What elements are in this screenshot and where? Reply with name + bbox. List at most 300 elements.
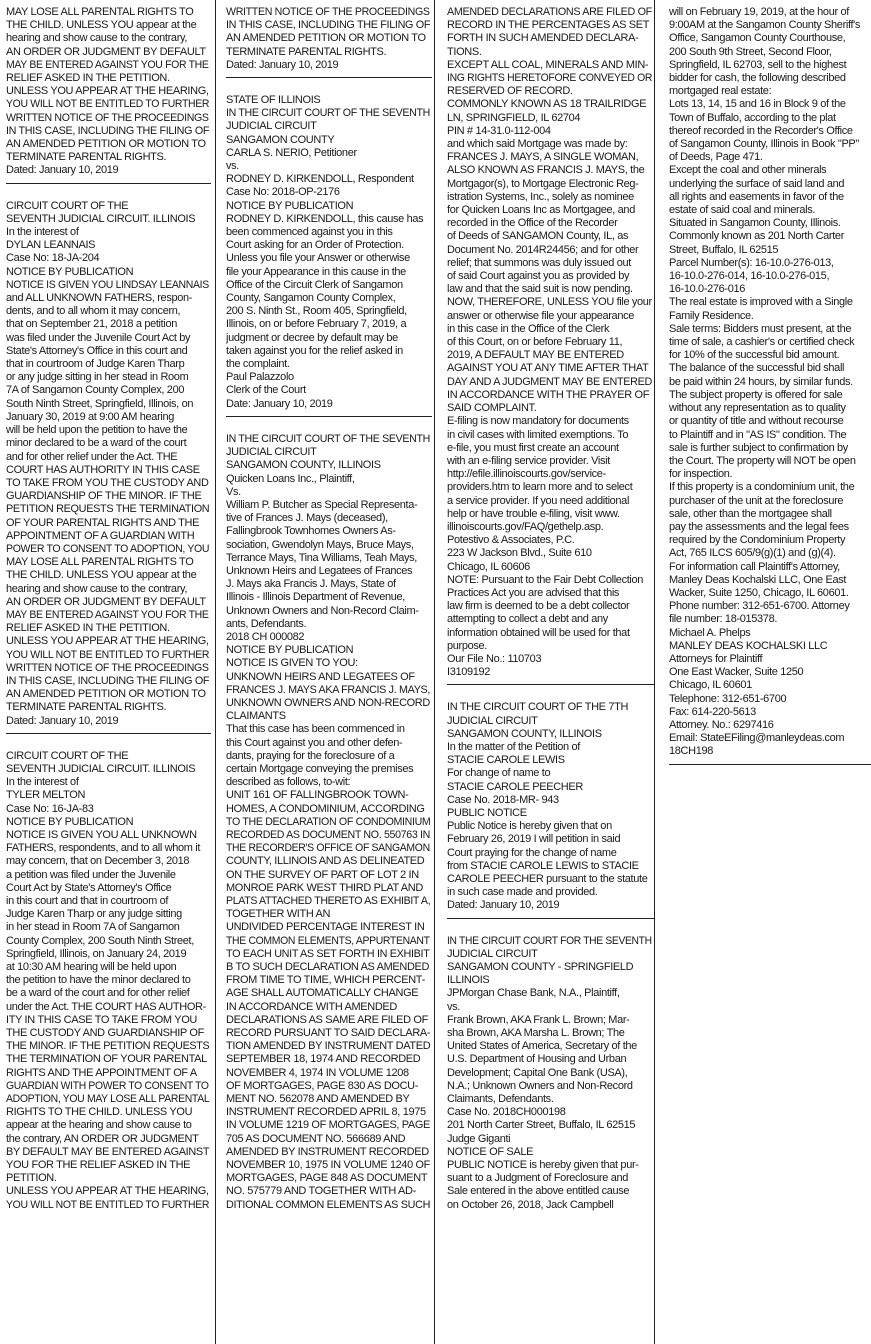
notice-text-line: recorded in the Office of the Recorder <box>447 217 618 230</box>
notice-text-line: illinoiscourts.gov/FAQ/gethelp.asp. <box>447 520 604 533</box>
notice-text-line: Practices Act you are advised that this <box>447 586 620 599</box>
notice-text-line: judgment or decree by default may be <box>226 331 398 344</box>
notice-text-line: FATHERS, respondents, and to all whom it <box>6 842 201 855</box>
notice-text-line: ING RIGHTS HERETOFORE CONVEYED OR <box>447 72 653 85</box>
notice-text-line: STATE OF ILLINOIS <box>226 94 321 107</box>
notice-text-line: and for other relief under the Act. THE <box>6 450 178 463</box>
notice-text-line: NOW, THEREFORE, UNLESS YOU file your <box>447 296 652 309</box>
notice-text-line: AMENDED BY INSTRUMENT RECORDED <box>226 1145 429 1158</box>
notice-text-line: One East Wacker, Suite 1250 <box>669 666 804 679</box>
notice-text-line: certain Mortgage conveying the premises <box>226 762 414 775</box>
notice-text-line: RELIEF ASKED IN THE PETITION. <box>6 622 170 635</box>
notice-text-line: RECORD IN THE PERCENTAGES AS SET <box>447 19 650 32</box>
notice-text-line: Claimants, Defendants. <box>447 1093 554 1106</box>
notice-text-line: was filed under the Juvenile Court Act by <box>6 331 191 344</box>
notice-text-line: IN THE CIRCUIT COURT OF THE SEVENTH <box>226 432 431 445</box>
notice-text-line: Email: StateEFiling@manleydeas.com <box>669 732 845 745</box>
notice-text-line: FORTH IN SUCH AMENDED DECLARA- <box>447 32 639 45</box>
notice-text-line: that on September 21, 2018 a petition <box>6 318 177 331</box>
notice-text-line: a petition was filed under the Juvenile <box>6 868 176 881</box>
notice-text-line: 16-10.0-276-016 <box>669 283 746 296</box>
notice-text-line: will on February 19, 2019, at the hour of <box>669 6 849 18</box>
notice-text-line: Springfield, IL 62703, sell to the highest <box>669 58 847 71</box>
notice-text-line: RIGHTS AND THE APPOINTMENT OF A <box>6 1066 197 1079</box>
notice-text-line: CLAIMANTS <box>226 710 286 723</box>
notice-separator-rule <box>669 764 871 765</box>
notice-text-line: COUNTY, ILLINOIS AND AS DELINEATED <box>226 855 425 868</box>
notice-text-line: N.A.; Unknown Owners and Non-Record <box>447 1079 633 1092</box>
notice-text-line: file number: 18-015378. <box>669 613 778 626</box>
notice-text-line: WRITTEN NOTICE OF THE PROCEEDINGS <box>226 6 430 18</box>
legal-notice <box>6 750 211 1212</box>
notice-text-line: hearing and show cause to the contrary, <box>6 582 188 595</box>
notice-text-line: PUBLIC NOTICE <box>447 806 527 819</box>
notice-text-line: PETITION. <box>6 1172 57 1185</box>
notice-text-line: 2019, A DEFAULT MAY BE ENTERED <box>447 349 624 362</box>
notice-text-line: TION AMENDED BY INSTRUMENT DATED <box>226 1040 431 1053</box>
notice-text-line: SANGAMON COUNTY, ILLINOIS <box>226 459 381 472</box>
notice-text-line: information obtained will be used for that <box>447 626 630 639</box>
notice-text-line: the complaint. <box>226 358 290 371</box>
legal-notice <box>226 433 432 1212</box>
notice-text-line: in this case in the Office of the Clerk <box>447 322 610 335</box>
notice-text-line: RESERVED OF RECORD. <box>447 85 573 98</box>
notice-text-line: Phone number: 312-651-6700. Attorney <box>669 600 850 613</box>
notice-text-line: RELIEF ASKED IN THE PETITION. <box>6 72 170 85</box>
notice-text-line: NOTICE OF SALE <box>447 1145 534 1158</box>
notice-text-line: THE CHILD. UNLESS YOU appear at the <box>6 19 197 32</box>
notice-text-line: law and that the said suit is now pending. <box>447 283 633 296</box>
notice-text-line: SANGAMON COUNTY, ILLINOIS <box>447 727 602 740</box>
notice-text-line: for Quicken Loans Inc as Mortgagee, and <box>447 204 635 217</box>
notice-text-line: Court Act by State's Attorney's Office <box>6 881 172 894</box>
notice-text-line: U.S. Department of Housing and Urban <box>447 1053 627 1066</box>
notice-text-line: IN ACCORDANCE WITH THE PRAYER OF <box>447 388 650 401</box>
notice-text-line: SEVENTH JUDICIAL CIRCUIT. ILLINOIS <box>6 212 196 225</box>
notice-text-line: Unknown Heirs and Legatees of Frances <box>226 564 413 577</box>
notice-text-line: Attorney. No.: 6297416 <box>669 718 774 731</box>
notice-text-line: MANLEY DEAS KOCHALSKI LLC <box>669 639 828 652</box>
notice-text-line: J. Mays aka Francis J. Mays, State of <box>226 578 396 591</box>
notice-text-line: sociation, Gwendolyn Mays, Bruce Mays, <box>226 538 414 551</box>
notice-text-line: Fax: 614-220-5613 <box>669 705 756 718</box>
notice-text-line: DECLARATIONS AS SAME ARE FILED OF <box>226 1013 428 1026</box>
notice-text-line: THE CUSTODY AND GUARDIANSHIP OF <box>6 1027 204 1040</box>
notice-text-line: e-file, you must first create an account <box>447 441 619 454</box>
notice-text-line: Public Notice is hereby given that on <box>447 820 612 833</box>
notice-text-line: purchaser of the unit at the foreclosure <box>669 494 844 507</box>
notice-text-line: 200 South 9th Street, Second Floor, <box>669 45 832 58</box>
notice-text-line: ON THE SURVEY OF PART OF LOT 2 IN <box>226 868 419 881</box>
notice-text-line: The real estate is improved with a Single <box>669 296 853 309</box>
notice-text-line: WRITTEN NOTICE OF THE PROCEEDINGS <box>6 661 209 674</box>
notice-text-line: tive of Frances J. Mays (deceased), <box>226 512 388 525</box>
notice-text-line: LN, SPRINGFIELD, IL 62704 <box>447 111 581 124</box>
notice-text-line: NOTICE BY PUBLICATION <box>226 199 354 212</box>
notice-text-line: under the Act. THE COURT HAS AUTHOR- <box>6 1000 206 1013</box>
notice-text-line: TERMINATE PARENTAL RIGHTS. <box>226 45 387 58</box>
notice-text-line: Office, Sangamon County Courthouse, <box>669 32 846 45</box>
notice-text-line: JUDICIAL CIRCUIT <box>226 120 317 133</box>
legal-notice <box>6 200 211 728</box>
notice-text-line: RECORD PURSUANT TO SAID DECLARA- <box>226 1027 431 1040</box>
notice-text-line: FRANCES J. MAYS, A SINGLE WOMAN, <box>447 151 639 164</box>
notice-text-line: IN ACCORDANCE WITH AMENDED <box>226 1000 398 1013</box>
notice-text-line: Telephone: 312-651-6700 <box>669 692 787 705</box>
notice-text-line: istration Systems, Inc., solely as nominee <box>447 190 634 203</box>
notice-text-line: For change of name to <box>447 767 551 780</box>
notice-text-line: FROM TIME TO TIME, WHICH PERCENT- <box>226 974 425 987</box>
notice-text-line: JUDICIAL CIRCUIT <box>447 714 538 727</box>
notice-text-line: BY DEFAULT MAY BE ENTERED AGAINST <box>6 1145 210 1158</box>
notice-text-line: County Complex, 200 South Ninth Street, <box>6 934 194 947</box>
notice-text-line: AGE SHALL AUTOMATICALLY CHANGE <box>226 987 419 1000</box>
notice-text-line: NOTICE IS GIVEN YOU ALL UNKNOWN <box>6 828 197 841</box>
notice-text-line: AN AMENDED PETITION OR MOTION TO <box>226 32 426 45</box>
notice-text-line: of said Court against you as provided by <box>447 270 630 283</box>
column-divider-rule <box>654 0 655 1344</box>
notice-text-line: minor declared to be a ward of the court <box>6 437 187 450</box>
notice-text-line: NOTICE BY PUBLICATION <box>6 265 134 278</box>
notice-text-line: Michael A. Phelps <box>669 626 751 639</box>
notice-text-line: Development; Capital One Bank (USA), <box>447 1066 628 1079</box>
notice-text-line: file your Appearance in this cause in the <box>226 265 406 278</box>
notice-text-line: Judge Karen Tharp or any judge sitting <box>6 908 182 921</box>
notice-text-line: Clerk of the Court <box>226 384 306 397</box>
notice-text-line: ILLINOIS <box>447 974 490 987</box>
notice-text-line: JPMorgan Chase Bank, N.A., Plaintiff, <box>447 987 620 1000</box>
notice-text-line: THE RECORDER'S OFFICE OF SANGAMON <box>226 842 430 855</box>
notice-text-line: Frank Brown, AKA Frank L. Brown; Mar- <box>447 1013 630 1026</box>
notice-text-line: RODNEY D. KIRKENDOLL, Respondent <box>226 173 414 186</box>
notice-text-line: Dated: January 10, 2019 <box>6 164 119 177</box>
notice-text-line: PETITION REQUESTS THE TERMINATION <box>6 503 210 516</box>
notice-text-line: IN THE CIRCUIT COURT FOR THE SEVENTH <box>447 934 652 947</box>
notice-text-line: NOTICE BY PUBLICATION <box>6 815 134 828</box>
notice-text-line: Lots 13, 14, 15 and 16 in Block 9 of the <box>669 98 846 111</box>
notice-text-line: IN THIS CASE, INCLUDING THE FILING OF <box>6 124 210 137</box>
notice-text-line: AN AMENDED PETITION OR MOTION TO <box>6 688 206 701</box>
legal-notice <box>447 701 654 912</box>
notice-text-line: relief; that summons was duly issued out <box>447 256 631 269</box>
notice-text-line: UNLESS YOU APPEAR AT THE HEARING, <box>6 1185 209 1198</box>
notice-text-line: AGAINST YOU AT ANY TIME AFTER THAT <box>447 362 649 375</box>
notice-separator-rule <box>6 733 211 734</box>
notice-text-line: INSTRUMENT RECORDED APRIL 8, 1975 <box>226 1106 426 1119</box>
notice-text-line: all rights and easements in favor of the <box>669 190 844 203</box>
notice-text-line: ants, Defendants. <box>226 617 307 630</box>
notice-text-line: In the interest of <box>6 776 79 789</box>
notice-text-line: sale, other than the mortgagee shall <box>669 507 832 520</box>
notice-text-line: THE CHILD. UNLESS YOU appear at the <box>6 569 197 582</box>
notice-text-line: NOVEMBER 10, 1975 IN VOLUME 1240 OF <box>226 1159 430 1172</box>
notice-text-line: may concern, that on December 3, 2018 <box>6 855 190 868</box>
notice-text-line: Illinois - Illinois Department of Revenue, <box>226 591 405 604</box>
notice-text-line: Act, 765 ILCS 605/9(g)(1) and (g)(4). <box>669 547 836 560</box>
notice-text-line: be paid within 24 hours, by similar funds. <box>669 375 853 388</box>
notice-text-line: RODNEY D. KIRKENDOLL, this cause has <box>226 212 424 225</box>
notice-text-line: Unless you file your Answer or otherwise <box>226 252 410 265</box>
notice-text-line: February 26, 2019 I will petition in said <box>447 833 621 846</box>
notice-text-line: OF MORTGAGES, PAGE 830 AS DOCU- <box>226 1079 419 1092</box>
notice-text-line: E-filing is now mandatory for documents <box>447 415 629 428</box>
notice-text-line: THE MINOR. IF THE PETITION REQUESTS <box>6 1040 210 1053</box>
notice-text-line: IN THIS CASE, INCLUDING THE FILING OF <box>6 674 210 687</box>
notice-text-line: SANGAMON COUNTY <box>226 133 335 146</box>
notice-text-line: time of sale, a cashier's or certified check <box>669 336 855 349</box>
notice-text-line: Unknown Owners and Non-Record Claim- <box>226 604 419 617</box>
notice-text-line: Chicago, IL 60606 <box>447 560 530 573</box>
column-divider-rule <box>215 0 216 1344</box>
notice-text-line: in this court and that in courtroom of <box>6 895 169 907</box>
notice-text-line: MONROE PARK WEST THIRD PLAT AND <box>226 881 423 894</box>
notice-text-line: Judge Giganti <box>447 1132 511 1145</box>
notice-separator-rule <box>226 77 432 78</box>
notice-text-line: mortgaged real estate: <box>669 85 772 98</box>
notice-text-line: YOU WILL NOT BE ENTITLED TO FURTHER <box>6 1198 210 1211</box>
notice-text-line: Office of the Circuit Clerk of Sangamon <box>226 278 403 291</box>
notice-text-line: Vs. <box>226 485 241 498</box>
notice-text-line: B TO SUCH DECLARATION AS AMENDED <box>226 961 430 974</box>
notice-text-line: thereof recorded in the Recorder's Office <box>669 124 853 137</box>
notice-text-line: HOMES, A CONDOMINIUM, ACCORDING <box>226 802 425 815</box>
notice-text-line: That this case has been commenced in <box>226 723 405 736</box>
notice-text-line: that in courtroom of Judge Karen Tharp <box>6 358 185 371</box>
notice-text-line: hearing and show cause to the contrary, <box>6 32 188 45</box>
notice-text-line: Date: January 10, 2019 <box>226 397 333 410</box>
notice-text-line: AMENDED DECLARATIONS ARE FILED OF <box>447 6 652 18</box>
notice-text-line: of this Court, on or before February 11, <box>447 336 623 349</box>
notice-text-line: COMMONLY KNOWN AS 18 TRAILRIDGE <box>447 98 647 111</box>
legal-notices-column <box>447 6 654 1344</box>
notice-text-line: or quantity of title and without recourse <box>669 415 844 428</box>
notice-text-line: THE TERMINATION OF YOUR PARENTAL <box>6 1053 207 1066</box>
notice-text-line: Sale entered in the above entitled cause <box>447 1185 630 1198</box>
notice-text-line: dants, praying for the foreclosure of a <box>226 749 395 762</box>
notice-text-line: STACIE CAROLE PEECHER <box>447 780 583 793</box>
notice-text-line: United States of America, Secretary of the <box>447 1040 637 1053</box>
notice-text-line: Wacker, Suite 1250, Chicago, IL 60601. <box>669 586 849 599</box>
notice-text-line: sale is further subject to confirmation by <box>669 441 848 454</box>
notice-text-line: Our File No.: 110703 <box>447 652 542 665</box>
notice-text-line: YOU WILL NOT BE ENTITLED TO FURTHER <box>6 98 210 111</box>
notice-text-line: Case No: 2018-OP-2176 <box>226 186 340 199</box>
notice-text-line: SEVENTH JUDICIAL CIRCUIT. ILLINOIS <box>6 762 196 775</box>
legal-notices-column <box>6 6 211 1344</box>
notice-text-line: TYLER MELTON <box>6 789 86 802</box>
notice-text-line: AN ORDER OR JUDGMENT BY DEFAULT <box>6 595 206 608</box>
notice-text-line: described as follows, to-wit: <box>226 776 351 789</box>
notice-text-line: at 10:30 AM hearing will be held upon <box>6 961 177 974</box>
notice-text-line: Street, Buffalo, IL 62515 <box>669 243 779 256</box>
notice-text-line: UNKNOWN HEIRS AND LEGATEES OF <box>226 670 415 683</box>
notice-text-line: DITIONAL COMMON ELEMENTS AS SUCH <box>226 1198 431 1211</box>
notice-text-line: Mortgagor(s), to Mortgage Electronic Reg- <box>447 177 639 190</box>
notice-text-line: OF YOUR PARENTAL RIGHTS AND THE <box>6 516 200 529</box>
notice-text-line: TERMINATE PARENTAL RIGHTS. <box>6 701 167 714</box>
notice-text-line: IN VOLUME 1219 OF MORTGAGES, PAGE <box>226 1119 430 1132</box>
notice-text-line: Court asking for an Order of Protection. <box>226 239 404 252</box>
notice-separator-rule <box>447 918 654 919</box>
notice-text-line: Fallingbrook Townhomes Owners As- <box>226 525 396 538</box>
notice-text-line: vs. <box>447 1000 461 1013</box>
legal-notice <box>226 6 432 72</box>
notice-text-line: Parcel Number(s): 16-10.0-276-013, <box>669 256 834 269</box>
notice-text-line: in her stead in Room 7A of Sangamon <box>6 921 180 934</box>
notice-text-line: In the interest of <box>6 226 79 239</box>
notice-text-line: in civil cases with limited exemptions. To <box>447 428 629 441</box>
notice-text-line: be a ward of the court and for other relief <box>6 987 190 1000</box>
notice-text-line: taken against you for the relief asked in <box>226 344 403 357</box>
notice-text-line: January 30, 2019 at 9:00 AM hearing <box>6 410 175 423</box>
notice-text-line: bidder for cash, the following described <box>669 72 846 85</box>
notice-text-line: NO. 575779 AND TOGETHER WITH AD- <box>226 1185 416 1198</box>
legal-notice <box>669 6 871 759</box>
notice-text-line: or any judge sitting in her stead in Room <box>6 371 189 384</box>
notice-text-line: Dated: January 10, 2019 <box>6 714 119 727</box>
legal-notices-column <box>226 6 432 1344</box>
notice-text-line: the contrary, AN ORDER OR JUDGMENT <box>6 1132 199 1145</box>
notice-text-line: Manley Deas Kochalski LLC, One East <box>669 573 847 586</box>
notice-text-line: FRANCES J. MAYS AKA FRANCIS J. MAYS, <box>226 683 431 696</box>
notice-text-line: For information call Plaintiff's Attorney, <box>669 560 840 573</box>
notice-text-line: SEPTEMBER 18, 1974 AND RECORDED <box>226 1053 421 1066</box>
notice-text-line: Dated: January 10, 2019 <box>226 58 339 71</box>
notice-text-line: CAROLE PEECHER pursuant to the statute <box>447 873 648 885</box>
notice-text-line: 7A of Sangamon County Complex, 200 <box>6 384 185 397</box>
notice-text-line: Case No: 16-JA-83 <box>6 802 94 815</box>
notice-text-line: YOU FOR THE RELIEF ASKED IN THE <box>6 1159 191 1172</box>
notice-text-line: The subject property is offered for sale <box>669 388 843 401</box>
notice-text-line: AN ORDER OR JUDGMENT BY DEFAULT <box>6 45 206 58</box>
notice-text-line: EXCEPT ALL COAL, MINERALS AND MIN- <box>447 58 649 71</box>
notice-text-line: CIRCUIT COURT OF THE <box>6 199 129 212</box>
notice-text-line: PLATS ATTACHED THERETO AS EXHIBIT A, <box>226 895 431 907</box>
notice-text-line: CIRCUIT COURT OF THE <box>6 749 129 762</box>
notice-text-line: help or have trouble e-filing, visit www. <box>447 507 620 520</box>
legal-notice <box>6 6 211 178</box>
notice-text-line: Dated: January 10, 2019 <box>447 899 560 912</box>
notice-text-line: the petition to have the minor declared to <box>6 974 191 987</box>
notice-text-line: Chicago, IL 60601 <box>669 679 752 692</box>
column-divider-rule <box>434 0 435 1344</box>
notice-text-line: Quicken Loans Inc., Plaintiff, <box>226 472 355 485</box>
notice-text-line: TERMINATE PARENTAL RIGHTS. <box>6 151 167 164</box>
notice-text-line: appear at the hearing and show cause to <box>6 1119 192 1132</box>
notice-text-line: Sale terms: Bidders must present, at the <box>669 322 852 335</box>
notice-text-line: 9:00AM at the Sangamon County Sheriff's <box>669 19 861 32</box>
notice-text-line: attempting to collect a debt and any <box>447 613 608 626</box>
notice-text-line: 223 W Jackson Blvd., Suite 610 <box>447 547 592 560</box>
notice-text-line: Situated in Sangamon County, Illinois. <box>669 217 841 230</box>
notice-text-line: will be held upon the petition to have the <box>6 424 188 437</box>
notice-text-line: sha Brown, AKA Marsha L. Brown; The <box>447 1027 625 1040</box>
notice-text-line: GUARDIANSHIP OF THE MINOR. IF THE <box>6 490 202 503</box>
notice-text-line: dents, and to all whom it may concern, <box>6 305 181 318</box>
notice-text-line: DAY AND A JUDGMENT MAY BE ENTERED <box>447 375 652 388</box>
notice-text-line: vs. <box>226 160 240 173</box>
notice-text-line: MAY LOSE ALL PARENTAL RIGHTS TO <box>6 556 194 569</box>
notice-text-line: MAY BE ENTERED AGAINST YOU FOR THE <box>6 608 209 621</box>
notice-text-line: STACIE CAROLE LEWIS <box>447 754 565 767</box>
notice-text-line: and which said Mortgage was made by: <box>447 138 628 151</box>
notice-text-line: AN AMENDED PETITION OR MOTION TO <box>6 138 206 151</box>
notice-text-line: UNKNOWN OWNERS AND NON-RECORD <box>226 696 430 709</box>
notice-text-line: Court praying for the change of name <box>447 846 617 859</box>
notice-text-line: underlying the surface of said land and <box>669 177 845 190</box>
notice-text-line: Commonly known as 201 North Carter <box>669 230 845 243</box>
notice-text-line: NOTICE IS GIVEN TO YOU: <box>226 657 358 670</box>
notice-text-line: The balance of the successful bid shall <box>669 362 845 375</box>
notice-text-line: YOU WILL NOT BE ENTITLED TO FURTHER <box>6 648 210 661</box>
notice-text-line: PUBLIC NOTICE is hereby given that pur- <box>447 1159 639 1172</box>
notice-text-line: MENT NO. 562078 AND AMENDED BY <box>226 1093 410 1106</box>
legal-notices-column <box>669 6 871 1344</box>
notice-text-line: of Sangamon County, Illinois in Book "PP" <box>669 138 859 151</box>
notice-text-line: from STACIE CAROLE LEWIS to STACIE <box>447 859 639 872</box>
notice-text-line: suant to a Judgment of Foreclosure and <box>447 1172 628 1185</box>
notice-text-line: TO THE DECLARATION OF CONDOMINIUM <box>226 815 431 828</box>
notice-text-line: Family Residence. <box>669 309 754 322</box>
notice-text-line: of Deeds of SANGAMON County, IL, as <box>447 230 629 243</box>
notice-text-line: UNLESS YOU APPEAR AT THE HEARING, <box>6 635 209 648</box>
notice-text-line: NOTICE IS GIVEN YOU LINDSAY LEANNAIS <box>6 278 209 291</box>
notice-text-line: Attorneys for Plaintiff <box>669 652 763 665</box>
notice-text-line: IN THE CIRCUIT COURT OF THE 7TH <box>447 701 629 714</box>
notice-text-line: MAY LOSE ALL PARENTAL RIGHTS TO <box>6 6 194 18</box>
notice-text-line: CARLA S. NERIO, Petitioner <box>226 146 357 159</box>
notice-text-line: TO EACH UNIT AS SET FORTH IN EXHIBIT <box>226 947 430 960</box>
notice-text-line: TOGETHER WITH AN <box>226 908 331 921</box>
notice-text-line: JUDICIAL CIRCUIT <box>226 446 317 459</box>
notice-text-line: IN THIS CASE, INCLUDING THE FILING OF <box>226 19 431 32</box>
notice-separator-rule <box>447 684 654 685</box>
notice-text-line: TIONS. <box>447 45 482 58</box>
notice-text-line: Case No. 2018-MR- 943 <box>447 793 559 806</box>
notice-text-line: Except the coal and other minerals <box>669 164 827 177</box>
notice-text-line: on October 26, 2018, Jack Campbell <box>447 1198 614 1211</box>
notice-text-line: the Court. The property will NOT be open <box>669 454 856 467</box>
notice-text-line: DYLAN LEANNAIS <box>6 239 96 252</box>
notice-text-line: MORTGAGES, PAGE 848 AS DOCUMENT <box>226 1172 428 1185</box>
notice-text-line: Potestivo & Associates, P.C. <box>447 534 575 547</box>
notice-text-line: for inspection. <box>669 468 733 481</box>
notice-text-line: SAID COMPLAINT. <box>447 402 537 415</box>
notice-text-line: ITY IN THIS CASE TO TAKE FROM YOU <box>6 1013 197 1026</box>
notice-separator-rule <box>6 183 211 184</box>
notice-text-line: Document No. 2014R24456; and for other <box>447 243 639 256</box>
notice-text-line: GUARDIAN WITH POWER TO CONSENT TO <box>6 1079 209 1092</box>
notice-text-line: UNDIVIDED PERCENTAGE INTEREST IN <box>226 921 425 934</box>
notice-text-line: POWER TO CONSENT TO ADOPTION, YOU <box>6 542 210 555</box>
notice-text-line: a service provider. If you need additional <box>447 494 630 507</box>
notice-text-line: ALSO KNOWN AS FRANCIS J. MAYS, the <box>447 164 645 177</box>
notice-text-line: SANGAMON COUNTY - SPRINGFIELD <box>447 961 634 974</box>
notice-text-line: JUDICIAL CIRCUIT <box>447 947 538 960</box>
notice-text-line: for 10% of the successful bid amount. <box>669 349 840 362</box>
legal-notice <box>447 935 654 1212</box>
notice-text-line: NOTE: Pursuant to the Fair Debt Collection <box>447 573 644 586</box>
notice-text-line: IN THE CIRCUIT COURT OF THE SEVENTH <box>226 107 431 120</box>
notice-text-line: RECORDED AS DOCUMENT NO. 550763 IN <box>226 828 430 841</box>
notice-text-line: COURT HAS AUTHORITY IN THIS CASE <box>6 463 200 476</box>
notice-text-line: UNIT 161 OF FALLINGBROOK TOWN- <box>226 789 409 802</box>
notice-text-line: South Ninth Street, Springfield, Illinois, on <box>6 397 194 410</box>
notice-text-line: 200 S. Ninth St., Room 405, Springfield, <box>226 305 407 318</box>
notice-text-line: State's Attorney's Office in this court and <box>6 344 188 357</box>
notice-text-line: NOVEMBER 4, 1974 IN VOLUME 1208 <box>226 1066 409 1079</box>
notice-text-line: without any representation as to quality <box>669 402 846 415</box>
